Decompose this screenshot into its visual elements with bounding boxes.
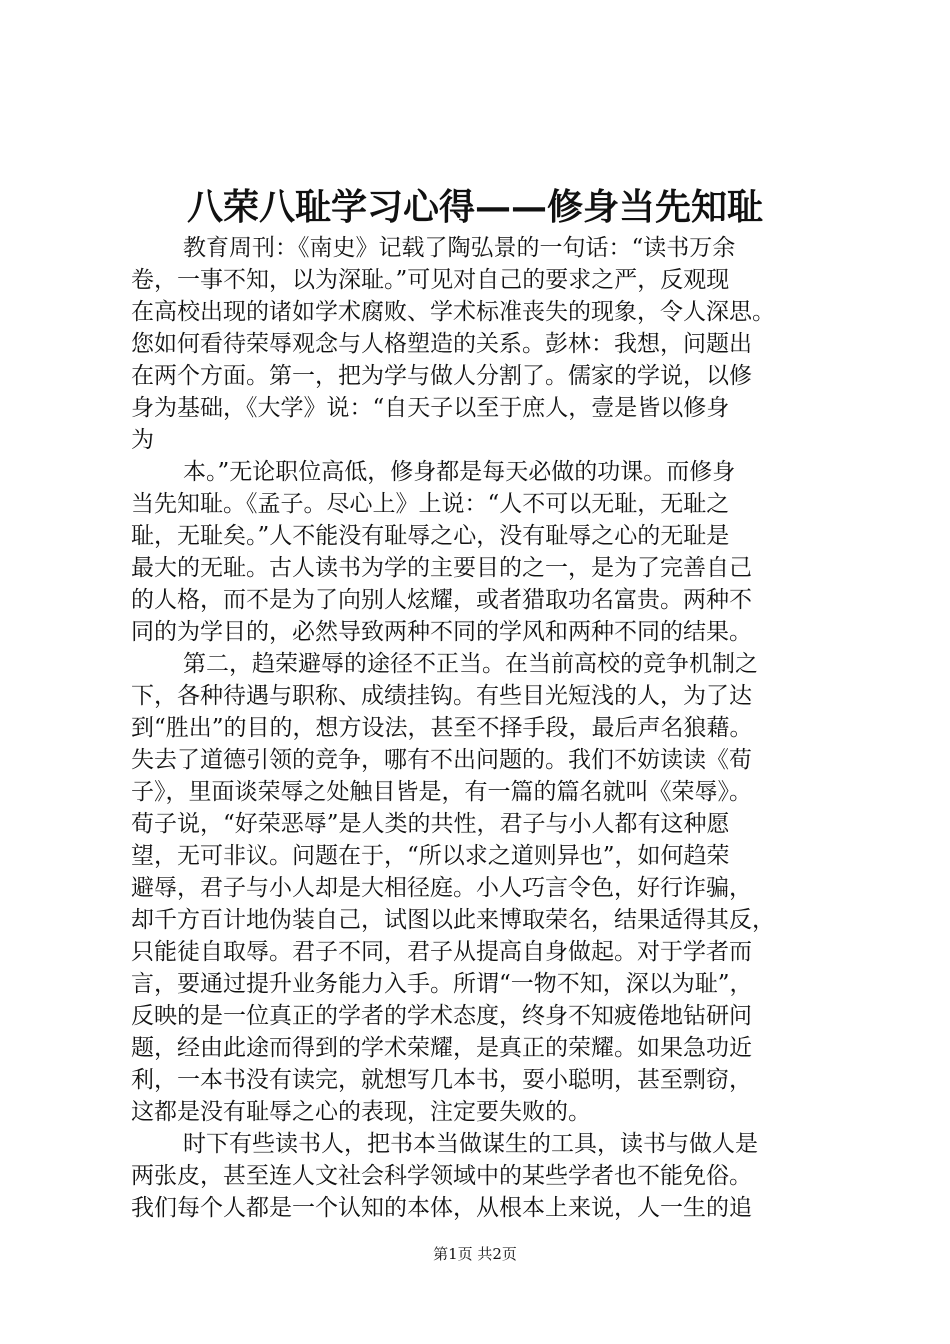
text-line: 最大的无耻。古人读书为学的主要目的之一，是为了完善自己 [131, 555, 752, 581]
text-line: 反映的是一位真正的学者的学术态度，终身不知疲倦地钻研问 [131, 1003, 752, 1029]
page-number-footer: 第1页 共2页 [433, 1245, 517, 1263]
text-line: 您如何看待荣辱观念与人格塑造的关系。彭林：我想，问题出 [131, 331, 752, 357]
text-line: 的人格，而不是为了向别人炫耀，或者猎取功名富贵。两种不 [131, 587, 752, 613]
text-line: 荀子说，“好荣恶辱”是人类的共性，君子与小人都有这种愿 [131, 811, 730, 837]
text-line: 时下有些读书人，把书本当做谋生的工具，读书与做人是 [183, 1131, 758, 1157]
document-body [131, 232, 891, 1224]
text-line: 题，经由此途而得到的学术荣耀，是真正的荣耀。如果急功近 [131, 1035, 752, 1061]
text-line: 子》，里面谈荣辱之处触目皆是，有一篇的篇名就叫《荣辱》。 [131, 779, 752, 805]
text-line: 下，各种待遇与职称、成绩挂钩。有些目光短浅的人，为了达 [131, 683, 752, 709]
text-line: 到“胜出”的目的，想方设法，甚至不择手段，最后声名狼藉。 [131, 715, 753, 741]
text-line: 同的为学目的，必然导致两种不同的学风和两种不同的结果。 [131, 619, 752, 645]
text-line: 本。”无论职位高低，修身都是每天必做的功课。而修身 [183, 459, 736, 485]
text-line: 我们每个人都是一个认知的本体，从根本上来说，人一生的追 [131, 1195, 752, 1221]
text-line: 耻，无耻矣。”人不能没有耻辱之心，没有耻辱之心的无耻是 [131, 523, 730, 549]
paragraph-2 [131, 456, 891, 648]
text-line: 望，无可非议。问题在于，“所以求之道则异也”，如何趋荣 [131, 843, 730, 869]
text-line: 失去了道德引领的竞争，哪有不出问题的。我们不妨读读《荀 [131, 747, 752, 773]
paragraph-3 [131, 648, 891, 1128]
text-line: 却千方百计地伪装自己，试图以此来博取荣名，结果适得其反， [131, 907, 775, 933]
text-line: 言，要通过提升业务能力入手。所谓“一物不知，深以为耻”， [131, 971, 753, 997]
text-line: 在高校出现的诸如学术腐败、学术标准丧失的现象，令人深思。 [131, 299, 775, 325]
text-line: 教育周刊：《南史》记载了陶弘景的一句话：“读书万余 [183, 235, 736, 261]
text-line: 第二，趋荣避辱的途径不正当。在当前高校的竞争机制之 [183, 651, 758, 677]
text-line: 避辱，君子与小人却是大相径庭。小人巧言令色，好行诈骗， [131, 875, 752, 901]
text-line: 这都是没有耻辱之心的表现，注定要失败的。 [131, 1099, 591, 1125]
text-line: 卷，一事不知，以为深耻。”可见对自己的要求之严，反观现 [131, 267, 730, 293]
text-line: 两张皮，甚至连人文社会科学领域中的某些学者也不能免俗。 [131, 1163, 752, 1189]
text-line: 身为基础，《大学》说：“自天子以至于庶人，壹是皆以修身 [131, 395, 730, 421]
paragraph-4 [131, 1128, 891, 1224]
text-line: 只能徒自取辱。君子不同，君子从提高自身做起。对于学者而 [131, 939, 752, 965]
text-line: 当先知耻。《孟子。尽心上》上说：“人不可以无耻，无耻之 [131, 491, 730, 517]
text-line: 利，一本书没有读完，就想写几本书，耍小聪明，甚至剽窃， [131, 1067, 752, 1093]
text-line: 在两个方面。第一，把为学与做人分割了。儒家的学说，以修 [131, 363, 752, 389]
document-title: 八荣八耻学习心得——修身当先知耻 [186, 186, 763, 228]
paragraph-1 [131, 232, 891, 456]
text-line: 为 [131, 427, 154, 453]
